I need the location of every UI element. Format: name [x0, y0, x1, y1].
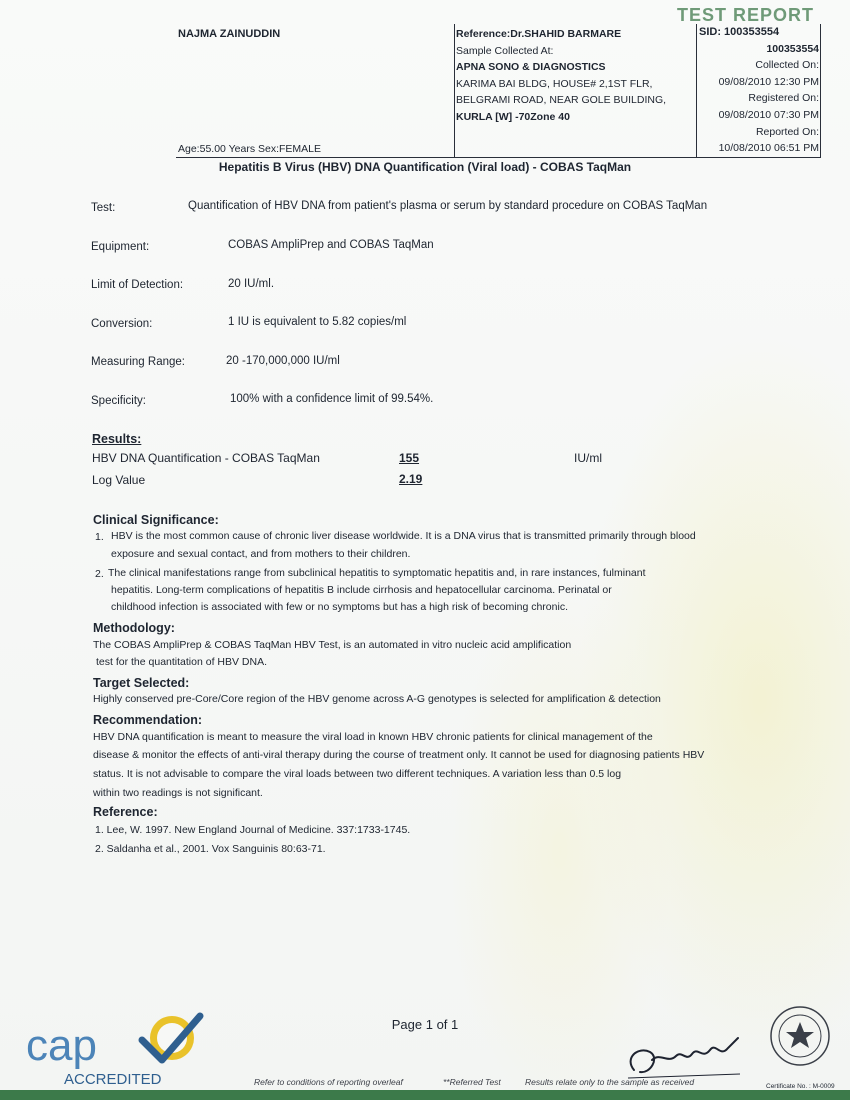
detail-value: 20 IU/ml. — [228, 278, 275, 290]
certificate-number: Certificate No. : M-0009 — [766, 1083, 835, 1090]
footer-note: **Referred Test — [443, 1077, 501, 1087]
detail-label: Limit of Detection: — [91, 279, 184, 291]
patient-name: NAJMA ZAINUDDIN — [178, 28, 281, 40]
detail-label: Equipment: — [91, 241, 150, 253]
test-report-badge: TEST REPORT — [677, 5, 815, 25]
clinical-text: exposure and sexual contact, and from mothers to their children. — [111, 548, 411, 560]
signature — [620, 1030, 750, 1085]
header-divider — [820, 24, 821, 158]
cap-accredited-logo — [22, 1010, 222, 1090]
list-number: 1. — [95, 531, 104, 543]
detail-label: Specificity: — [91, 395, 146, 407]
detail-label: Conversion: — [91, 318, 153, 330]
reference-heading: Reference: — [93, 805, 158, 819]
page-number: Page 1 of 1 — [391, 1017, 459, 1032]
age-sex: Age:55.00 Years Sex:FEMALE — [178, 143, 322, 155]
detail-label: Test: — [91, 202, 116, 214]
target-text: Highly conserved pre-Core/Core region of the HBV genome across A-G genotypes is selected for amplification & detection — [93, 693, 661, 705]
methodology-heading: Methodology: — [93, 621, 175, 635]
detail-value: Quantification of HBV DNA from patient's plasma or serum by standard procedure on COBAS TaqMan — [188, 200, 708, 212]
sid-block — [699, 24, 819, 157]
reported-on: 10/08/2010 06:51 PM — [718, 142, 819, 155]
result-unit: IU/ml — [574, 451, 602, 465]
seal-graphic — [768, 1004, 832, 1068]
clinical-heading: Clinical Significance: — [93, 513, 219, 527]
address-line: KURLA [W] -70Zone 40 — [456, 110, 570, 123]
nabl-seal — [768, 1004, 832, 1068]
clinical-text: childhood infection is associated with few or no symptoms but has a high risk of becoming chronic. — [111, 601, 568, 613]
methodology-text: test for the quantitation of HBV DNA. — [96, 656, 268, 668]
header-divider — [454, 24, 455, 158]
result-name: Log Value — [92, 473, 146, 487]
reference-item: 2. Saldanha et al., 2001. Vox Sanguinis 80:63-71. — [95, 843, 326, 855]
header-bottom-rule — [176, 157, 821, 158]
result-value: 2.19 — [399, 472, 423, 486]
detail-value: 20 -170,000,000 IU/ml — [226, 355, 340, 367]
footer-note: Results relate only to the sample as received — [525, 1077, 695, 1087]
signature-graphic — [620, 1030, 750, 1085]
bottom-bar — [0, 1090, 850, 1100]
recommendation-text: within two readings is not significant. — [93, 787, 263, 799]
report-title: Hepatitis B Virus (HBV) DNA Quantification (Viral load) - COBAS TaqMan — [218, 160, 632, 174]
detail-value: 100% with a confidence limit of 99.54%. — [230, 393, 434, 405]
detail-label: Measuring Range: — [91, 356, 185, 368]
target-heading: Target Selected: — [93, 676, 190, 690]
reference-block — [456, 26, 696, 126]
recommendation-text: disease & monitor the effects of anti-viral therapy during the course of treatment only. It cannot be used for diagnosing patients HBV — [93, 749, 705, 761]
registered-on-label: Registered On: — [748, 92, 819, 105]
reference-item: 1. Lee, W. 1997. New England Journal of Medicine. 337:1733-1745. — [95, 824, 411, 836]
detail-value: COBAS AmpliPrep and COBAS TaqMan — [228, 239, 434, 251]
cap-word: cap — [26, 1021, 97, 1070]
recommendation-heading: Recommendation: — [93, 713, 203, 727]
registered-on: 09/08/2010 07:30 PM — [718, 108, 819, 121]
lab-name: APNA SONO & DIAGNOSTICS — [456, 61, 606, 74]
recommendation-text: status. It is not advisable to compare the viral loads between two different techniques. A variation less than 0.5 log — [93, 768, 622, 780]
referring-doctor: Reference:Dr.SHAHID BARMARE — [456, 28, 622, 40]
address-line: KARIMA BAI BLDG, HOUSE# 2,1ST FLR, — [456, 77, 653, 90]
cap-accredited-word: ACCREDITED — [64, 1071, 162, 1088]
header-divider — [696, 24, 697, 158]
address-line: BELGRAMI ROAD, NEAR GOLE BUILDING, — [456, 94, 667, 107]
footer-note: Refer to conditions of reporting overleaf — [254, 1077, 403, 1087]
clinical-text: HBV is the most common cause of chronic liver disease worldwide. It is a DNA virus that is transmitted primarily through blood — [111, 530, 696, 542]
collected-on-label: Collected On: — [755, 59, 819, 72]
results-heading: Results: — [92, 432, 142, 446]
methodology-text: The COBAS AmpliPrep & COBAS TaqMan HBV Test, is an automated in vitro nucleic acid amplification — [93, 639, 572, 651]
recommendation-text: HBV DNA quantification is meant to measure the viral load in known HBV chronic patients for clinical management of the — [93, 731, 653, 743]
collected-on: 09/08/2010 12:30 PM — [718, 75, 819, 88]
list-number: 2. — [95, 568, 104, 580]
sid: SID: 100353554 — [699, 26, 780, 38]
sample-collected-label: Sample Collected At: — [456, 44, 554, 57]
result-name: HBV DNA Quantification - COBAS TaqMan — [92, 451, 320, 465]
sid-number: 100353554 — [766, 42, 819, 55]
clinical-text: The clinical manifestations range from subclinical hepatitis to symptomatic hepatitis and, in rare instances, fulminant — [108, 567, 646, 579]
clinical-text: hepatitis. Long-term complications of hepatitis B include cirrhosis and hepatocellular carcinoma. Perinatal or — [111, 584, 612, 596]
reported-on-label: Reported On: — [755, 125, 819, 138]
cap-logo-graphic — [22, 1010, 222, 1090]
result-value: 155 — [399, 451, 420, 465]
detail-value: 1 IU is equivalent to 5.82 copies/ml — [228, 316, 407, 328]
